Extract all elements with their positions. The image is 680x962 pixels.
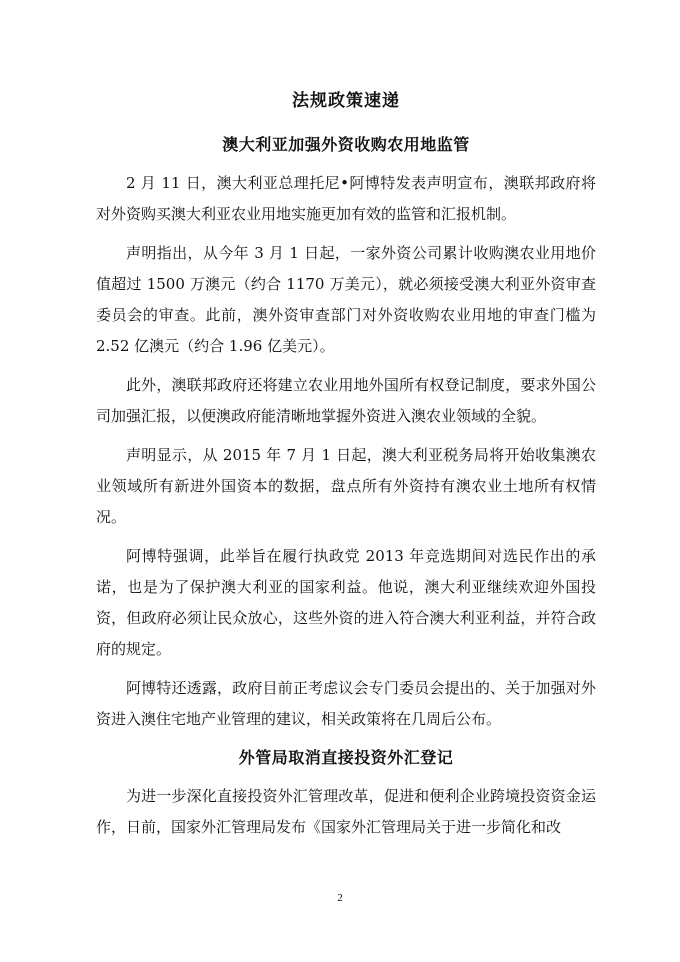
page-number: 2 [337, 892, 343, 904]
paragraph: 2 月 11 日，澳大利亚总理托尼•阿博特发表声明宣布，澳联邦政府将对外资购买澳大利亚农业用地实施更加有效的监管和汇报机制。 [96, 174, 596, 223]
section-title: 外管局取消直接投资外汇登记 [238, 748, 454, 767]
paragraph: 为进一步深化直接投资外汇管理改革，促进和便利企业跨境投资资金运作，日前，国家外汇管理局发布《国家外汇管理局关于进一步简化和改 [96, 787, 596, 836]
section-australia [96, 132, 596, 735]
paragraph: 阿博特还透露，政府目前正考虑议会专门委员会提出的、关于加强对外资进入澳住宅地产业管理的建议，相关政策将在几周后公布。 [96, 679, 596, 728]
document-body [96, 88, 596, 851]
paragraph: 声明指出，从今年 3 月 1 日起，一家外资公司累计收购澳农业用地价值超过 1500 万澳元（约合 1170 万美元），就必须接受澳大利亚外资审查委员会的审查。此前，澳外资审查部门对外资收购农业用地的审查门槛为 2.52 亿澳元（约合 1.96 亿美元）。 [96, 244, 596, 355]
section-title: 澳大利亚加强外资收购农用地监管 [222, 135, 470, 154]
paragraph: 阿博特强调，此举旨在履行执政党 2013 年竞选期间对选民作出的承诺，也是为了保护澳大利亚的国家利益。他说，澳大利亚继续欢迎外国投资，但政府必须让民众放心，这些外资的进入符合澳大利亚利益，并符合政府的规定。 [96, 547, 596, 658]
paragraph: 声明显示，从 2015 年 7 月 1 日起，澳大利亚税务局将开始收集澳农业领域所有新进外国资本的数据，盘点所有外资持有澳农业土地所有权情况。 [96, 446, 596, 526]
paragraph: 此外，澳联邦政府还将建立农业用地外国所有权登记制度，要求外国公司加强汇报，以便澳政府能清晰地掌握外资进入澳农业领域的全貌。 [96, 376, 596, 425]
section-safe [96, 745, 596, 843]
page-heading: 法规政策速递 [292, 91, 400, 111]
